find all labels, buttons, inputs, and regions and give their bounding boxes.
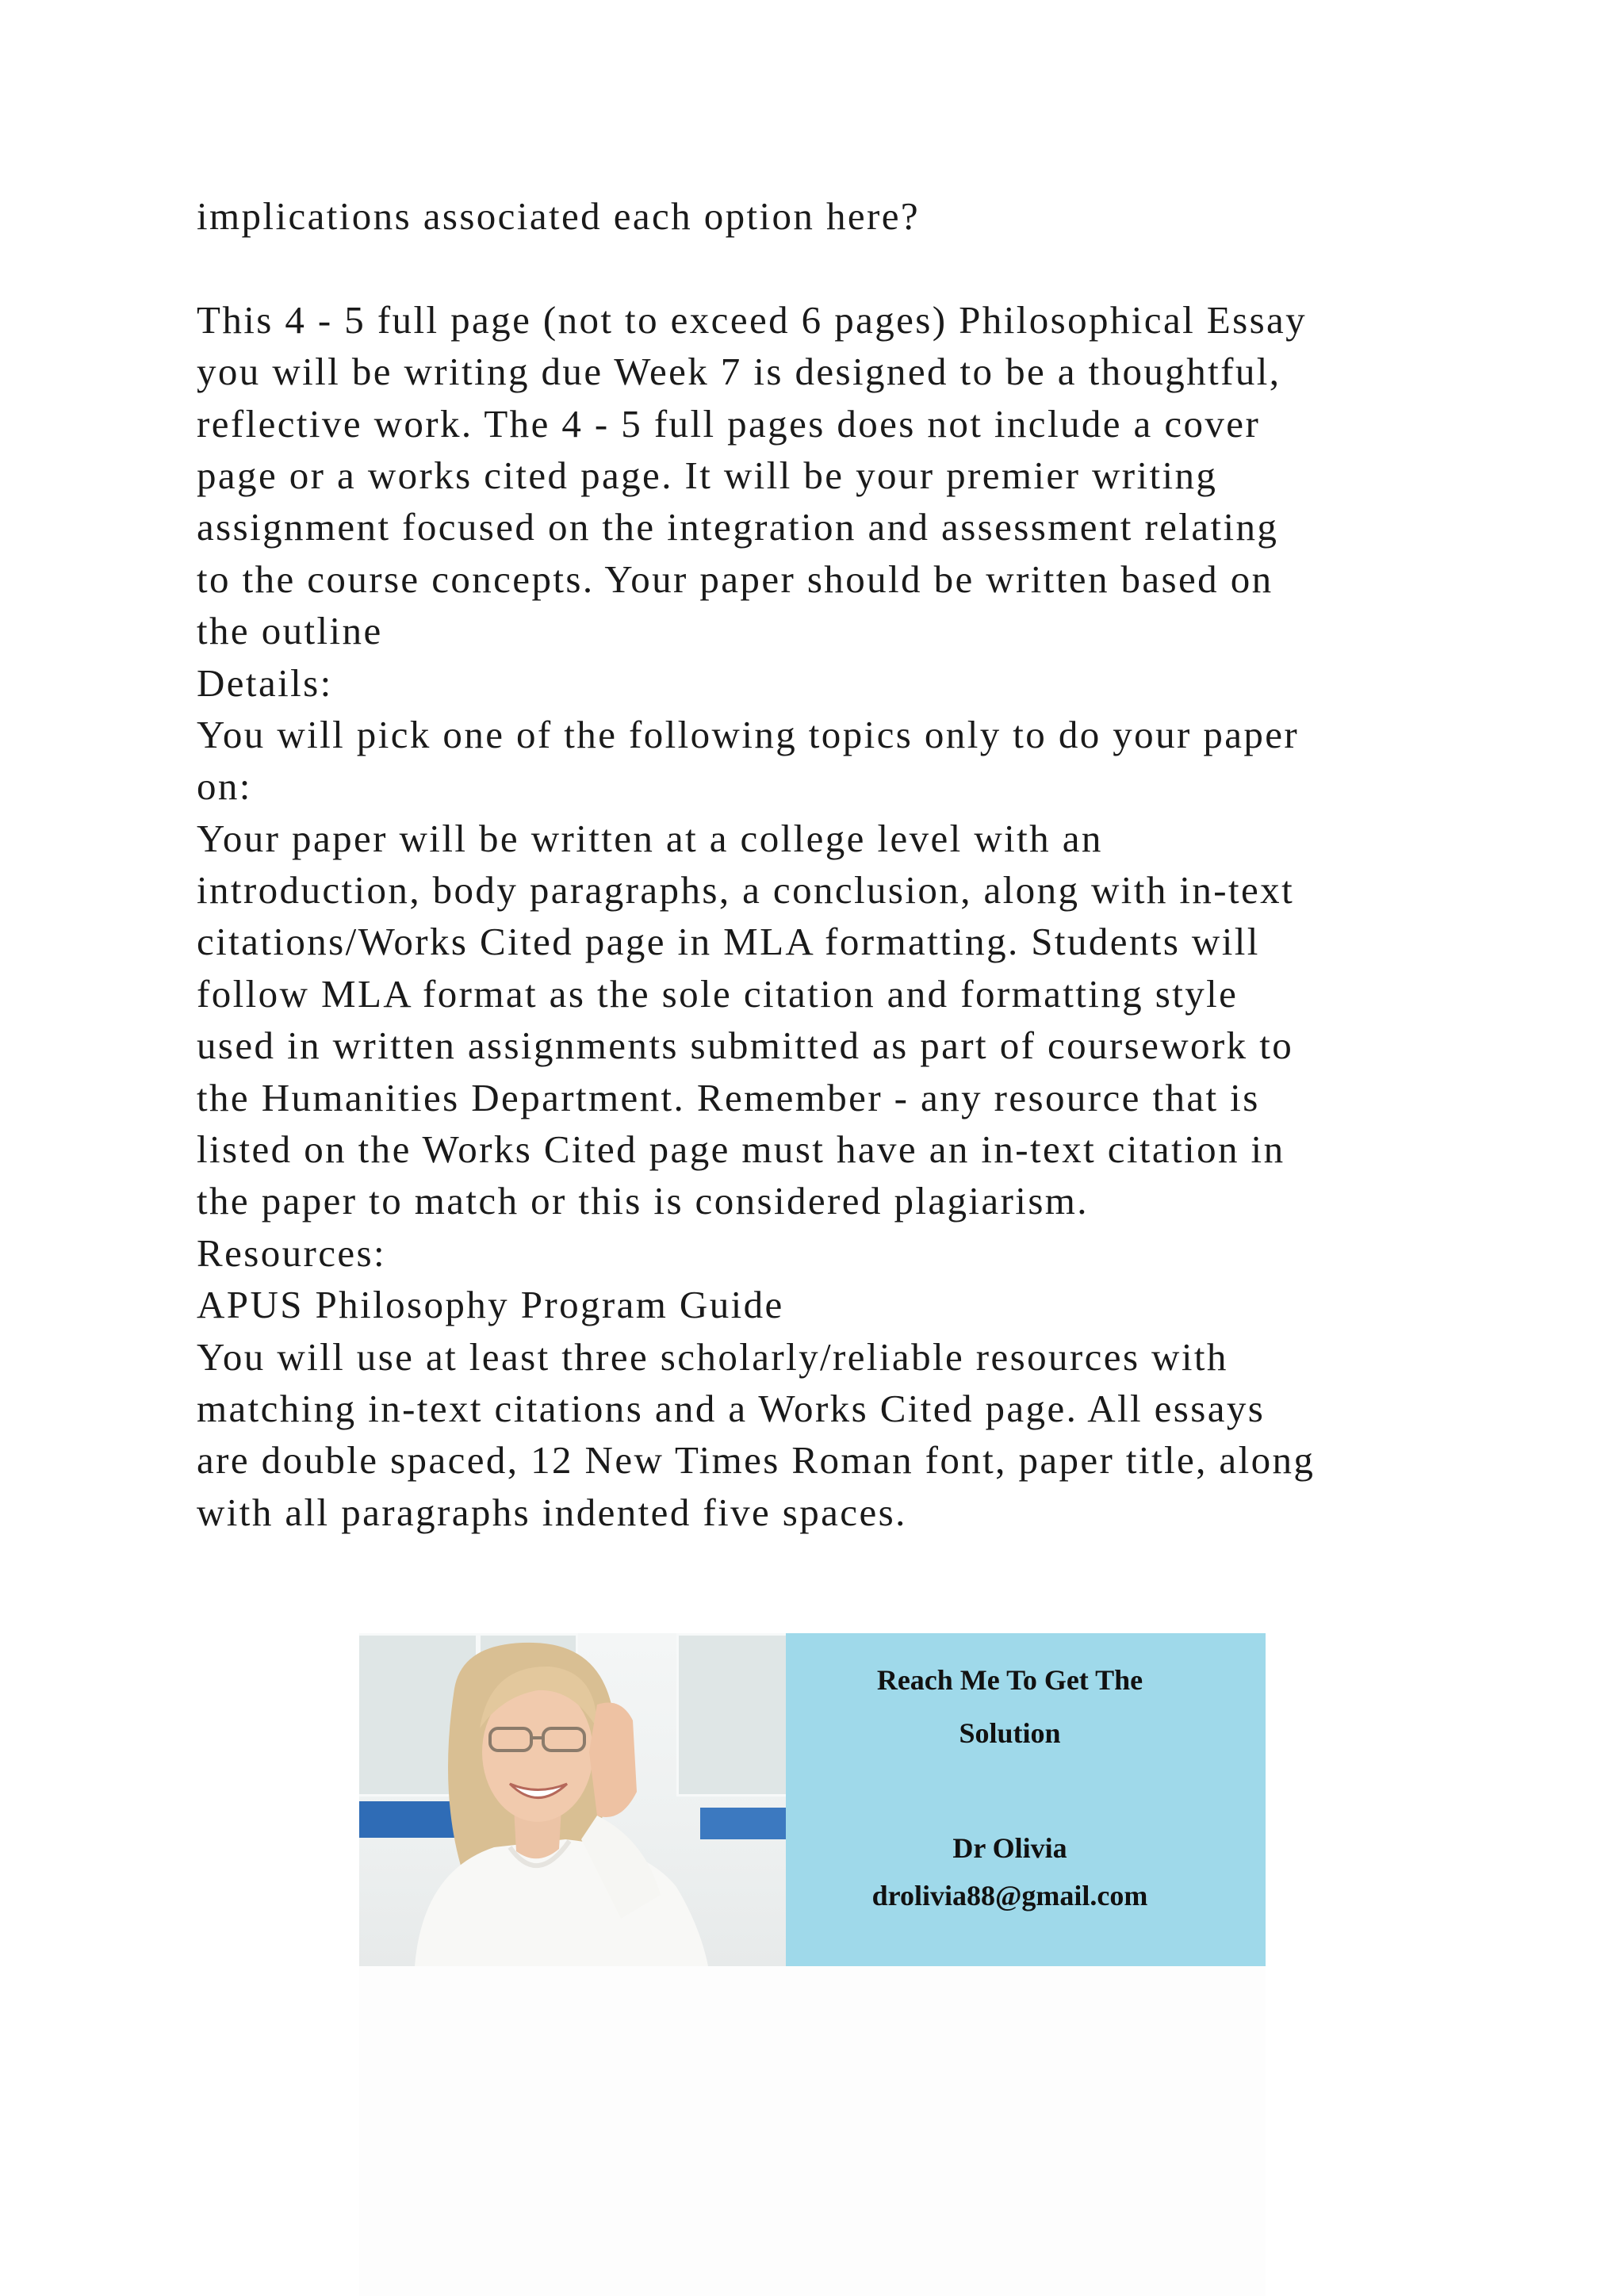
text-line: used in written assignments submitted as part of coursework to bbox=[197, 1024, 1294, 1068]
section-heading-resources: Resources: bbox=[197, 1230, 386, 1275]
resource-item: APUS Philosophy Program Guide bbox=[197, 1283, 784, 1327]
text-line: introduction, body paragraphs, a conclusion, along with in-text bbox=[197, 868, 1295, 913]
text-line: page or a works cited page. It will be your premier writing bbox=[197, 453, 1218, 497]
section-heading-details: Details: bbox=[197, 660, 333, 705]
woman-photo bbox=[359, 1633, 786, 1966]
text-line: This 4 - 5 full page (not to exceed 6 pages) Philosophical Essay bbox=[197, 297, 1308, 342]
banner-subheadline: Solution bbox=[959, 1717, 1061, 1749]
blank-image-area bbox=[359, 1966, 1266, 2296]
text-line: you will be writing due Week 7 is designed to be a thoughtful, bbox=[197, 350, 1281, 394]
text-line: citations/Works Cited page in MLA formatting. Students will bbox=[197, 920, 1260, 964]
text-line: Your paper will be written at a college level with an bbox=[197, 816, 1103, 860]
text-line: the outline bbox=[197, 609, 383, 653]
text-line: You will use at least three scholarly/reliable resources with bbox=[197, 1334, 1228, 1379]
text-line: to the course concepts. Your paper should be written based on bbox=[197, 557, 1274, 601]
text-line: matching in-text citations and a Works Cited page. All essays bbox=[197, 1386, 1266, 1430]
text-line: with all paragraphs indented five spaces. bbox=[197, 1490, 907, 1534]
text-line: implications associated each option here? bbox=[197, 194, 921, 238]
contact-name: Dr Olivia bbox=[952, 1832, 1067, 1864]
contact-banner bbox=[359, 1633, 1266, 1966]
contact-email: drolivia88@gmail.com bbox=[871, 1880, 1148, 1911]
banner-headline: Reach Me To Get The bbox=[876, 1664, 1143, 1696]
document-body bbox=[197, 190, 1434, 1538]
contact-info-panel bbox=[786, 1633, 1266, 1966]
text-line: reflective work. The 4 - 5 full pages does not include a cover bbox=[197, 401, 1261, 446]
text-line: are double spaced, 12 New Times Roman font, paper title, along bbox=[197, 1438, 1316, 1483]
text-line: the Humanities Department. Remember - any resource that is bbox=[197, 1075, 1260, 1119]
text-line: assignment focused on the integration and assessment relating bbox=[197, 505, 1279, 549]
text-line: the paper to match or this is considered plagiarism. bbox=[197, 1179, 1089, 1223]
text-line: follow MLA format as the sole citation and formatting style bbox=[197, 971, 1239, 1016]
text-line: You will pick one of the following topics only to do your paper bbox=[197, 712, 1300, 756]
text-line: on: bbox=[197, 764, 252, 809]
person-illustration bbox=[359, 1633, 786, 1966]
text-line: listed on the Works Cited page must have an in-text citation in bbox=[197, 1127, 1285, 1172]
paragraph-gap bbox=[197, 242, 1434, 293]
